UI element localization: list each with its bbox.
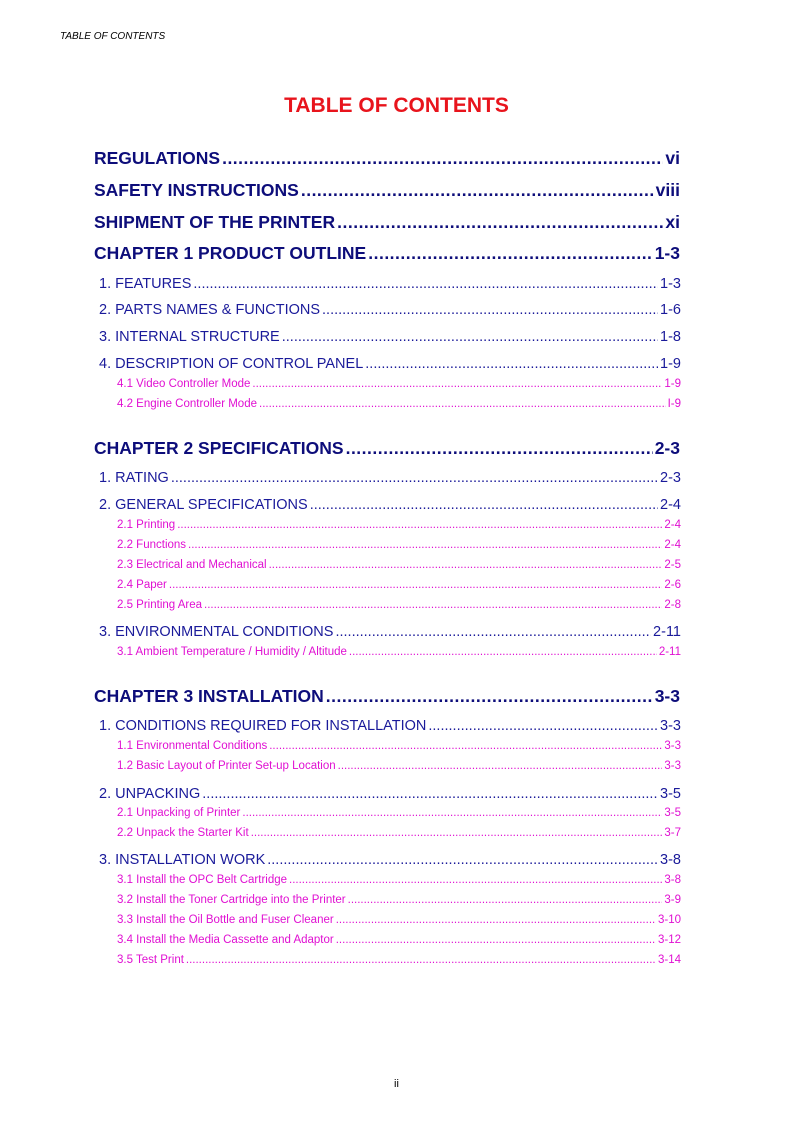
toc-entry[interactable] (117, 894, 681, 906)
toc-entry-label: CHAPTER 3 INSTALLATION (94, 686, 324, 706)
toc-entry[interactable] (94, 243, 680, 264)
toc-entry-page: 1-9 (660, 356, 681, 372)
toc-entry[interactable] (117, 827, 681, 839)
toc-entry-label: 3. INSTALLATION WORK (99, 852, 266, 868)
toc-entry-page: 3-14 (657, 954, 681, 966)
toc-entry[interactable] (99, 852, 681, 868)
toc-entry[interactable] (117, 398, 681, 410)
toc-entry-page: 3-7 (664, 827, 681, 839)
toc-entry[interactable] (117, 954, 681, 966)
toc-entry[interactable] (117, 807, 681, 819)
toc-entry-label: 3.3 Install the Oil Bottle and Fuser Cleaner (117, 914, 334, 926)
toc-entry-page: 2-11 (653, 624, 681, 640)
toc-entry-page: 3-3 (664, 760, 681, 772)
toc-entry-page: I-9 (667, 398, 681, 410)
toc-entry-label: 3.1 Ambient Temperature / Humidity / Altitude (117, 646, 347, 658)
toc-entry-label: CHAPTER 1 PRODUCT OUTLINE (94, 243, 367, 263)
dot-leader (267, 852, 658, 868)
toc-entry-label: 3. ENVIRONMENTAL CONDITIONS (99, 624, 334, 640)
toc-entry-label: 2. UNPACKING (99, 786, 201, 802)
toc-entry-page: 3-9 (664, 894, 681, 906)
toc-entry[interactable] (94, 148, 680, 169)
dot-leader (349, 646, 657, 658)
toc-entry-label: 4.1 Video Controller Mode (117, 378, 251, 390)
toc-entry-page: 2-11 (658, 646, 681, 658)
dot-leader (269, 740, 662, 752)
toc-entry-label: 2.2 Functions (117, 539, 187, 551)
toc-entry-label: SAFETY INSTRUCTIONS (94, 180, 299, 200)
toc-entry-page: 3-12 (657, 934, 681, 946)
toc-entry-page: 2-8 (664, 599, 681, 611)
dot-leader (259, 398, 666, 410)
toc-entry-label: 2.3 Electrical and Mechanical (117, 559, 267, 571)
dot-leader (169, 579, 663, 591)
toc-entry-page: 3-5 (664, 807, 681, 819)
toc-entry-label: 2.1 Printing (117, 519, 176, 531)
dot-leader (310, 497, 658, 513)
dot-leader (251, 827, 663, 839)
toc-entry[interactable] (117, 740, 681, 752)
toc-entry-page: 2-4 (664, 539, 681, 551)
dot-leader (177, 519, 662, 531)
toc-entry[interactable] (117, 874, 681, 886)
toc-entry[interactable] (99, 329, 681, 345)
toc-entry-label: 1. RATING (99, 470, 169, 486)
toc-entry-label: 2.4 Paper (117, 579, 167, 591)
toc-entry-page: vi (665, 148, 680, 168)
toc-entry-label: 3.4 Install the Media Cassette and Adaptor (117, 934, 334, 946)
dot-leader (326, 686, 653, 707)
toc-entry[interactable] (99, 356, 681, 372)
dot-leader (171, 470, 658, 486)
dot-leader (282, 329, 658, 345)
toc-entry-page: 3-8 (664, 874, 681, 886)
toc-entry[interactable] (117, 760, 681, 772)
dot-leader (188, 539, 662, 551)
toc-entry-label: 2.2 Unpack the Starter Kit (117, 827, 249, 839)
dot-leader (252, 378, 662, 390)
toc-entry-page: 3-5 (660, 786, 681, 802)
dot-leader (301, 180, 654, 201)
toc-entry[interactable] (117, 599, 681, 611)
toc-entry[interactable] (117, 559, 681, 571)
toc-entry-page: xi (665, 212, 680, 232)
toc-entry[interactable] (99, 624, 681, 640)
toc-entry[interactable] (117, 579, 681, 591)
dot-leader (335, 624, 651, 640)
dot-leader (186, 954, 656, 966)
toc-entry-label: 4.2 Engine Controller Mode (117, 398, 257, 410)
toc-entry-label: CHAPTER 2 SPECIFICATIONS (94, 438, 344, 458)
dot-leader (242, 807, 662, 819)
toc-entry-page: 3-10 (657, 914, 681, 926)
toc-entry-label: 1. FEATURES (99, 276, 192, 292)
toc-entry-page: 3-8 (660, 852, 681, 868)
toc-entry-page: 2-6 (664, 579, 681, 591)
toc-entry-label: SHIPMENT OF THE PRINTER (94, 212, 336, 232)
dot-leader (348, 894, 663, 906)
dot-leader (336, 914, 656, 926)
toc-entry-page: 2-4 (664, 519, 681, 531)
dot-leader (428, 718, 658, 734)
toc-entry-page: 2-5 (664, 559, 681, 571)
toc-entry[interactable] (117, 646, 681, 658)
dot-leader (368, 243, 652, 264)
toc-entry-page: 2-3 (660, 470, 681, 486)
toc-entry[interactable] (99, 302, 681, 318)
toc-entry-page: 1-9 (664, 378, 681, 390)
running-header: TABLE OF CONTENTS (60, 31, 166, 42)
dot-leader (322, 302, 658, 318)
toc-entry-label: 1.1 Environmental Conditions (117, 740, 268, 752)
dot-leader (193, 276, 658, 292)
toc-entry-label: 3. INTERNAL STRUCTURE (99, 329, 280, 345)
toc-entry-page: 1-3 (654, 243, 680, 263)
dot-leader (338, 760, 663, 772)
toc-entry[interactable] (117, 934, 681, 946)
dot-leader (337, 212, 663, 233)
toc-entry-page: 2-3 (654, 438, 680, 458)
toc-entry-page: 3-3 (664, 740, 681, 752)
toc-entry-label: 3.5 Test Print (117, 954, 184, 966)
toc-entry-label: 1. CONDITIONS REQUIRED FOR INSTALLATION (99, 718, 427, 734)
toc-entry-page: 1-8 (660, 329, 681, 345)
toc-entry[interactable] (117, 914, 681, 926)
toc-entry[interactable] (117, 378, 681, 390)
toc-entry[interactable] (99, 786, 681, 802)
toc-entry[interactable] (99, 497, 681, 513)
toc-entry-page: 2-4 (660, 497, 681, 513)
toc-entry-label: 1.2 Basic Layout of Printer Set-up Location (117, 760, 336, 772)
toc-entry-page: 3-3 (660, 718, 681, 734)
toc-entry-page: viii (655, 180, 680, 200)
toc-entry-label: REGULATIONS (94, 148, 221, 168)
toc-entry-label: 3.1 Install the OPC Belt Cartridge (117, 874, 288, 886)
toc-entry[interactable] (94, 180, 680, 201)
toc-entry[interactable] (99, 276, 681, 292)
toc-entry[interactable] (94, 212, 680, 233)
toc-entry-label: 3.2 Install the Toner Cartridge into the Printer (117, 894, 346, 906)
dot-leader (222, 148, 663, 169)
dot-leader (289, 874, 662, 886)
toc-entry[interactable] (99, 718, 681, 734)
toc-entry[interactable] (99, 470, 681, 486)
toc-entry-label: 2.1 Unpacking of Printer (117, 807, 241, 819)
toc-entry-label: 2. GENERAL SPECIFICATIONS (99, 497, 308, 513)
toc-entry[interactable] (117, 519, 681, 531)
toc-entry-label: 2. PARTS NAMES & FUNCTIONS (99, 302, 321, 318)
toc-entry[interactable] (117, 539, 681, 551)
dot-leader (269, 559, 663, 571)
toc-entry-page: 3-3 (654, 686, 680, 706)
dot-leader (346, 438, 653, 459)
dot-leader (202, 786, 658, 802)
page-number: ii (394, 1078, 399, 1090)
dot-leader (336, 934, 656, 946)
toc-entry-label: 4. DESCRIPTION OF CONTROL PANEL (99, 356, 364, 372)
dot-leader (365, 356, 658, 372)
toc-entry-label: 2.5 Printing Area (117, 599, 203, 611)
toc-entry[interactable] (94, 438, 680, 459)
toc-entry-page: 1-6 (660, 302, 681, 318)
toc-entry[interactable] (94, 686, 680, 707)
page-title: TABLE OF CONTENTS (284, 94, 509, 117)
dot-leader (204, 599, 662, 611)
toc-entry-page: 1-3 (660, 276, 681, 292)
